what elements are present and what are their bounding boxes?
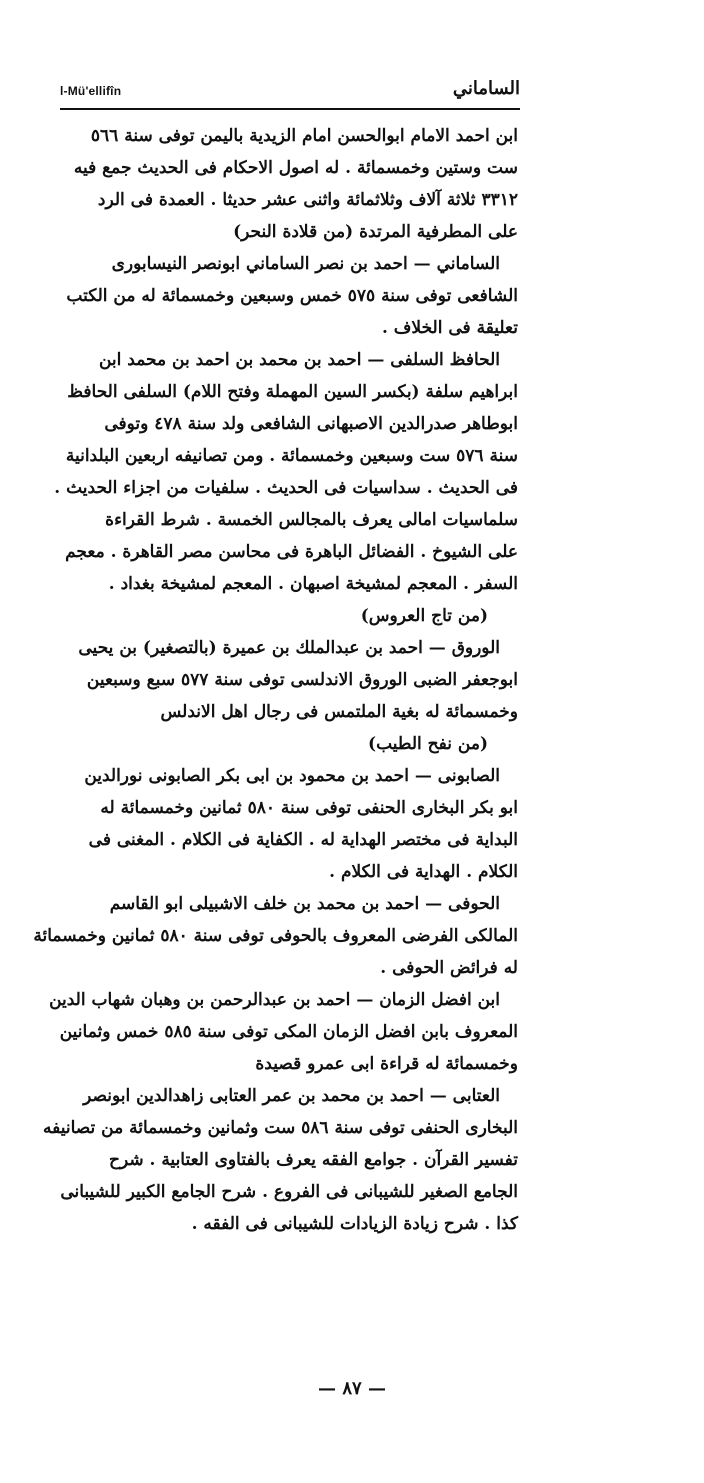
text-line: الوروق — احمد بن عبدالملك بن عميرة (بالتصغير) بن يحيى <box>78 638 500 658</box>
text-line: البخارى الحنفى توفى سنة ٥٨٦ ست وثمانين وخمسمائة من تصانيفه <box>43 1118 518 1138</box>
page-number: — ٨٧ — <box>318 1378 386 1399</box>
text-line: وخمسمائة له بغية الملتمس فى رجال اهل الاندلس <box>160 702 518 722</box>
text-line: الشافعى توفى سنة ٥٧٥ خمس وسبعين وخمسمائة له من الكتب <box>66 286 518 306</box>
body-text <box>33 120 518 1240</box>
text-line: سلماسيات امالى يعرف بالمجالس الخمسة . شرط القراءة <box>105 510 518 530</box>
text-line: ابوطاهر صدرالدين الاصبهانى الشافعى ولد سنة ٤٧٨ وتوفى <box>104 414 518 434</box>
text-line: ابو بكر البخارى الحنفى توفى سنة ٥٨٠ ثمانين وخمسمائة له <box>100 798 518 818</box>
text-line: تفسير القرآن . جوامع الفقه يعرف بالفتاوى العتابية . شرح <box>108 1150 518 1170</box>
text-line: الصابونى — احمد بن محمود بن ابى بكر الصابونى نورالدين <box>84 766 500 786</box>
text-line: له فرائض الحوفى . <box>380 958 518 978</box>
source-citation: (من نفح الطيب) <box>368 734 488 754</box>
text-line: وخمسمائة له قراءة ابى عمرو قصيدة <box>255 1054 518 1074</box>
text-line: ٣٣١٢ ثلاثة آلاف وثلاثمائة واثنى عشر حديثا . العمدة فى الرد <box>97 190 518 210</box>
text-line: ابن احمد الامام ابوالحسن امام الزيدية باليمن توفى سنة ٥٦٦ <box>90 126 518 146</box>
text-line: فى الحديث . سداسيات فى الحديث . سلفيات من اجزاء الحديث . <box>54 478 518 498</box>
text-line: الساماني — احمد بن نصر الساماني ابونصر النيسابورى <box>111 254 500 274</box>
text-line: الكلام . الهداية فى الكلام . <box>329 862 518 882</box>
source-citation: (من تاج العروس) <box>360 606 488 626</box>
text-line: تعليقة فى الخلاف . <box>381 318 518 338</box>
text-line: كذا . شرح زيادة الزيادات للشيبانى فى الفقه . <box>191 1214 518 1234</box>
text-line: ابراهيم سلفة (بكسر السين المهملة وفتح اللام) السلفى الحافظ <box>67 382 518 402</box>
running-head-right: الساماني <box>452 78 520 99</box>
text-line: على الشيوخ . الفضائل الباهرة فى محاسن مصر القاهرة . معجم <box>65 542 518 562</box>
text-line: على المطرفية المرتدة (من قلادة النحر) <box>233 222 518 242</box>
text-line: المعروف بابن افضل الزمان المكى توفى سنة ٥٨٥ خمس وثمانين <box>59 1022 518 1042</box>
text-line: الحافظ السلفى — احمد بن محمد بن احمد بن محمد ابن <box>98 350 500 370</box>
text-line: سنة ٥٧٦ ست وسبعين وخمسمائة . ومن تصانيفه اربعين البلدانية <box>65 446 518 466</box>
running-head <box>60 78 520 106</box>
text-line: ابوجعفر الضبى الوروق الاندلسى توفى سنة ٥٧٧ سبع وسبعين <box>86 670 518 690</box>
running-head-left: l-Mü'ellifîn <box>60 84 122 98</box>
text-line: المالكى الفرضى المعروف بالحوفى توفى سنة ٥٨٠ ثمانين وخمسمائة <box>33 926 518 946</box>
text-line: ابن افضل الزمان — احمد بن عبدالرحمن بن وهبان شهاب الدين <box>49 990 500 1010</box>
text-line: البداية فى مختصر الهداية له . الكفاية فى الكلام . المغنى فى <box>88 830 518 850</box>
text-line: الحوفى — احمد بن محمد بن خلف الاشبيلى ابو القاسم <box>109 894 500 914</box>
text-line: العتابى — احمد بن محمد بن عمر العتابى زاهدالدين ابونصر <box>83 1086 500 1106</box>
text-line: ست وستين وخمسمائة . له اصول الاحكام فى الحديث جمع فيه <box>73 158 518 178</box>
text-line: الجامع الصغير للشيبانى فى الفروع . شرح الجامع الكبير للشيبانى <box>60 1182 518 1202</box>
header-rule <box>60 108 520 110</box>
text-line: السفر . المعجم لمشيخة اصبهان . المعجم لمشيخة بغداد . <box>108 574 518 594</box>
